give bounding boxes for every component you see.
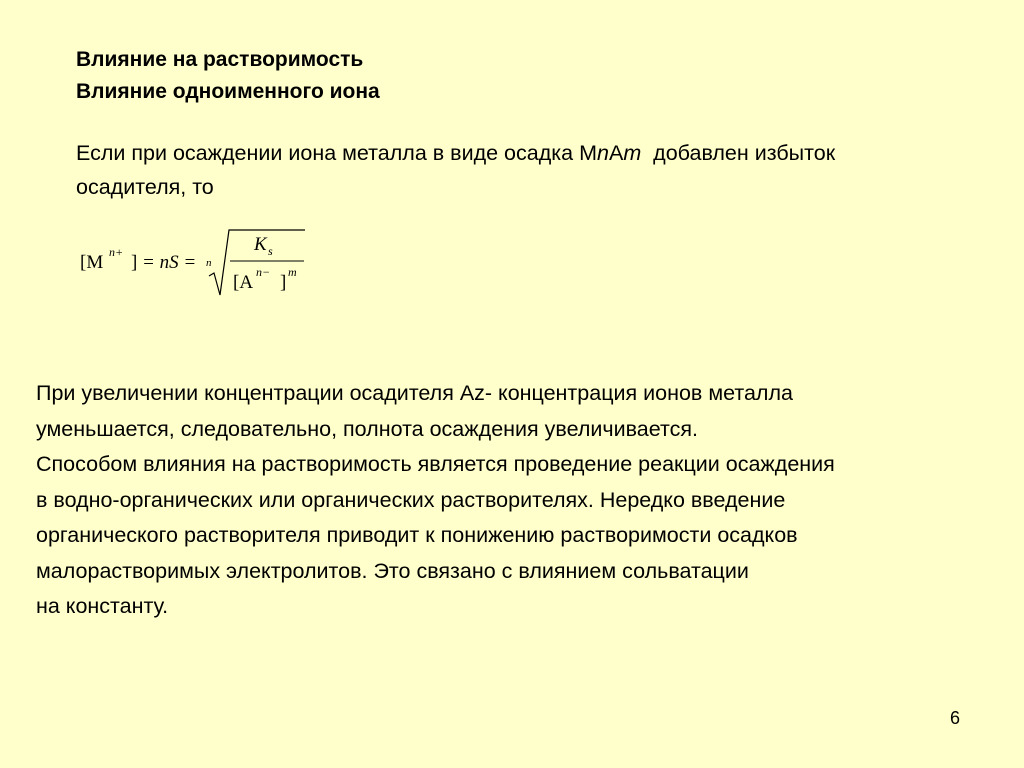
solubility-formula [78,226,318,298]
body-paragraph [36,376,1011,625]
intro-line-2: осадителя, то [76,175,214,199]
numerator-subscript: s [268,244,273,258]
denominator-exponent: m [288,265,297,279]
body-line: Способом влияния на растворимость является проведение реакции осаждения [36,452,835,476]
lhs-superscript: n+ [109,245,124,259]
intro-text-2: A [608,141,624,165]
root-index: n [206,257,212,269]
intro-m: m [623,141,642,165]
equals-ns: = nS = [142,252,197,273]
heading-line-2: Влияние одноименного иона [76,80,380,103]
intro-paragraph [76,136,996,204]
intro-n: n [597,141,609,165]
page-number: 6 [950,708,961,728]
slide-heading [76,44,380,108]
body-line: При увеличении концентрации осадителя Az- концентрация ионов металла [36,381,793,405]
heading-line-1: Влияние на растворимость [76,48,364,71]
lhs-bracket-open: [M [80,252,104,273]
body-line: малорастворимых электролитов. Это связано с влиянием сольватации [36,558,749,583]
numerator-k: K [254,234,267,255]
intro-text-1: Если при осаждении иона металла в виде осадка M [76,141,597,165]
body-line: уменьшается, следовательно, полнота осаждения увеличивается. [36,416,698,441]
lhs-bracket-close: ] [131,252,138,273]
intro-line-1 [76,136,996,170]
denominator-bracket-open: [A [233,272,254,293]
body-line: на константу. [36,594,169,618]
body-line: органического растворителя приводит к понижению растворимости осадков [36,523,798,547]
denominator-bracket-close: ] [280,272,287,293]
denominator-superscript: n− [256,265,271,279]
body-line: в водно-органических или органических растворителях. Нередко введение [36,487,786,512]
intro-text-3: добавлен избыток [641,141,836,165]
